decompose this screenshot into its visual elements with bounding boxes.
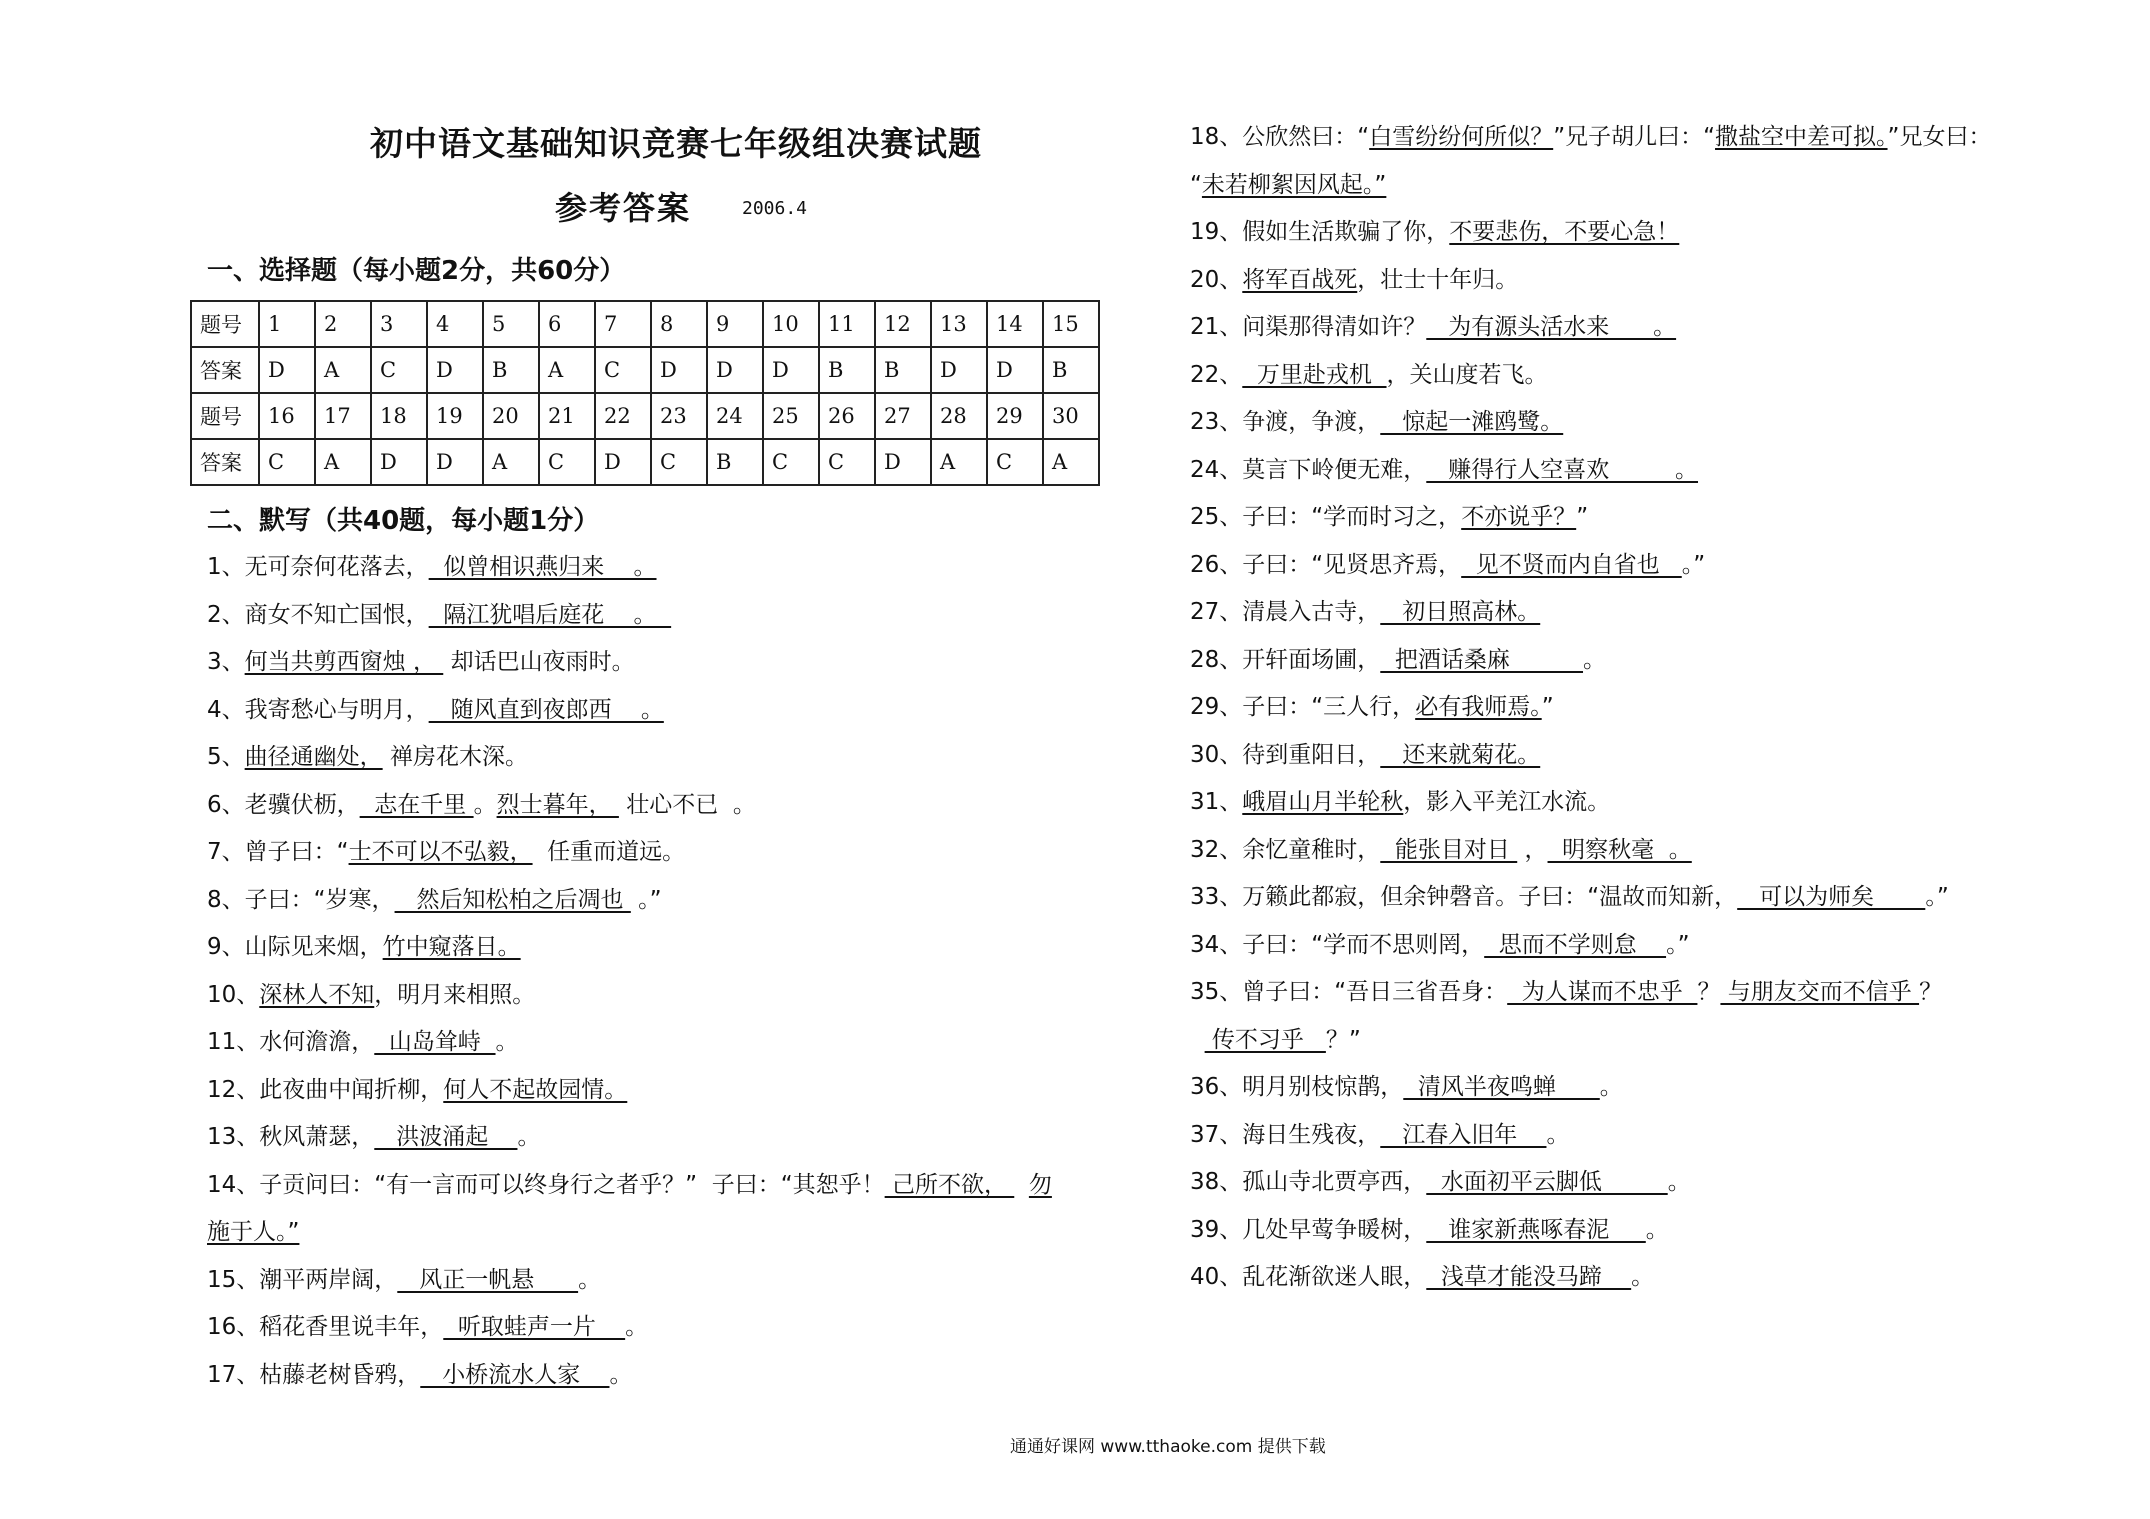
answer-fill: 山岛耸峙 (374, 1029, 496, 1055)
answer-line (1190, 787, 1610, 817)
answer-fill: 还来就菊花。 (1380, 741, 1541, 768)
answer-cell: C (819, 439, 875, 485)
question-number-cell: 21 (539, 393, 595, 439)
answer-fill: 谁家新燕啄春泥 (1426, 1216, 1646, 1243)
answer-line (207, 552, 657, 582)
question-number-cell: 15 (1043, 301, 1099, 347)
answer-cell: B (707, 439, 763, 485)
question-number-cell: 25 (763, 393, 819, 439)
question-number-cell: 12 (875, 301, 931, 347)
answer-fill: 与朋友交而不信乎 (1720, 979, 1920, 1005)
prompt-text: 3、 (207, 649, 245, 675)
answer-line (207, 932, 521, 962)
prompt-text: 12、此夜曲中闻折柳， (207, 1076, 444, 1103)
prompt-text: ”兄女曰： (1887, 124, 1992, 150)
answer-fill: 撒盐空中差可拟。 (1715, 124, 1888, 150)
prompt-text: 16、稻花香里说丰年， (207, 1314, 444, 1340)
answer-fill: 为人谋而不忠乎 (1507, 979, 1698, 1005)
prompt-text: 28、开轩面场圃， (1190, 646, 1381, 673)
answer-line (207, 790, 756, 820)
answer-cell: D (987, 347, 1043, 393)
answer-fill: 小桥流水人家 (420, 1361, 610, 1388)
prompt-text: 。” (630, 886, 662, 913)
answer-fill: 不要悲伤，不要心急！ (1449, 219, 1680, 245)
answer-cell: A (315, 347, 371, 393)
prompt-text: 7、曾子曰：“ (207, 839, 349, 865)
answer-cell: A (931, 439, 987, 485)
question-number-cell: 27 (875, 393, 931, 439)
answer-cell: C (987, 439, 1043, 485)
prompt-text: ， (1517, 836, 1548, 863)
answer-line (1190, 502, 1588, 532)
prompt-text: ？” (1325, 1026, 1361, 1053)
answer-line (1190, 170, 1386, 200)
prompt-text: 33、万籁此都寂，但余钟磬音。子曰：“温故而知新， (1190, 884, 1738, 910)
answer-fill: 万里赴戎机 (1242, 361, 1387, 388)
answer-line (1190, 740, 1540, 770)
answer-cell: D (931, 347, 987, 393)
prompt-text: ，壮士十年归。 (1357, 266, 1519, 293)
question-number-cell: 4 (427, 301, 483, 347)
prompt-text: 38、孤山寺北贾亭西， (1190, 1169, 1427, 1195)
prompt-text: 。 (495, 1029, 519, 1055)
answer-fill: 何当共剪西窗烛 ， (244, 649, 444, 675)
answer-line (207, 647, 635, 677)
prompt-text: 壮心不已 。 (618, 791, 756, 818)
question-number-cell: 3 (371, 301, 427, 347)
answer-fill: 曲径通幽处， (244, 744, 383, 770)
prompt-text: 。 (1631, 1264, 1655, 1290)
answer-fill: 必有我师焉。 (1415, 694, 1542, 720)
prompt-text (1190, 1027, 1205, 1053)
question-number-cell: 17 (315, 393, 371, 439)
answer-fill: 洪波涌起 (374, 1124, 518, 1150)
answer-fill: 隔江犹唱后庭花 。 (428, 601, 672, 628)
prompt-text: 36、明月别枝惊鹊， (1190, 1074, 1404, 1100)
answer-cell: C (651, 439, 707, 485)
question-number-cell: 14 (987, 301, 1043, 347)
answer-fill: 峨眉山月半轮秋 (1242, 789, 1404, 815)
answer-fill: 风正一帆悬 (397, 1266, 579, 1293)
answer-cell: B (875, 347, 931, 393)
table-row-numbers-2 (191, 393, 1099, 439)
answer-line (1190, 882, 1949, 912)
section2-heading: 二、默写（共40题，每小题1分） (207, 506, 600, 536)
question-number-cell: 18 (371, 393, 427, 439)
prompt-text: 任重而道远。 (532, 839, 686, 865)
row-label-number: 题号 (191, 301, 259, 347)
answer-fill: 思而不学则怠 (1484, 931, 1667, 958)
prompt-text: 40、乱花渐欲迷人眼， (1190, 1264, 1427, 1290)
answer-fill: 烈士暮年， (496, 791, 619, 818)
prompt-text: 18、公欣然曰：“ (1190, 124, 1370, 150)
answer-fill: 似曾相识燕归来 。 (428, 554, 657, 580)
answer-cell: B (819, 347, 875, 393)
row-label-answer: 答案 (191, 347, 259, 393)
answer-line (207, 1027, 519, 1057)
answer-line (207, 1217, 299, 1247)
answer-line (207, 695, 664, 725)
prompt-text: 6、老骥伏枥， (207, 791, 360, 818)
answer-line (1190, 550, 1705, 580)
prompt-text: 23、争渡，争渡， (1190, 409, 1381, 435)
prompt-text: ？ (1919, 979, 1943, 1005)
prompt-text: 2、商女不知亡国恨， (207, 601, 429, 628)
prompt-text: ，明月来相照。 (374, 981, 536, 1008)
answer-fill: 未若柳絮因风起。” (1201, 171, 1387, 198)
prompt-text: 禅房花木深。 (382, 744, 528, 770)
question-number-cell: 5 (483, 301, 539, 347)
prompt-text: 25、子曰：“学而时习之， (1190, 504, 1462, 530)
answer-cell: D (427, 439, 483, 485)
prompt-text: 31、 (1190, 789, 1243, 815)
prompt-text: 。 (578, 1266, 602, 1293)
answer-fill: 明察秋毫 。 (1547, 836, 1692, 863)
answer-line (1190, 1025, 1361, 1055)
prompt-text: 。” (1925, 884, 1949, 910)
answer-fill: 将军百战死 (1242, 266, 1358, 293)
answer-fill: 可以为师矣 (1737, 884, 1926, 910)
footer-credit: 通通好课网 www.tthaoke.com 提供下载 (1010, 1437, 1326, 1457)
question-number-cell: 22 (595, 393, 651, 439)
prompt-text: 。 (1645, 1216, 1669, 1243)
answer-fill: 志在千里 (359, 791, 474, 818)
prompt-text: 19、假如生活欺骗了你， (1190, 219, 1450, 245)
prompt-text: 24、莫言下岭便无难， (1190, 456, 1427, 483)
answer-line (207, 600, 671, 630)
answer-fill: 何人不起故园情。 (443, 1076, 628, 1103)
answer-line (1190, 1120, 1569, 1150)
answer-fill: 赚得行人空喜欢 。 (1426, 456, 1699, 483)
prompt-text: 。 (625, 1314, 649, 1340)
answer-cell: D (595, 439, 651, 485)
answer-line (1190, 1262, 1654, 1292)
answer-fill: 清风半夜鸣蝉 (1403, 1074, 1600, 1100)
answer-fill: 见不贤而内自省也 (1461, 551, 1682, 578)
table-row-answers-1 (191, 347, 1099, 393)
page-subtitle: 参考答案 (555, 189, 692, 227)
question-number-cell: 8 (651, 301, 707, 347)
question-number-cell: 11 (819, 301, 875, 347)
prompt-text: 8、子曰：“岁寒， (207, 886, 395, 913)
question-number-cell: 30 (1043, 393, 1099, 439)
answer-line (1190, 930, 1689, 960)
question-number-cell: 23 (651, 393, 707, 439)
answer-cell: D (259, 347, 315, 393)
answer-cell: D (875, 439, 931, 485)
row-label-answer: 答案 (191, 439, 259, 485)
answer-cell: D (371, 439, 427, 485)
answer-line (207, 980, 535, 1010)
answer-cell: C (371, 347, 427, 393)
answer-fill: 深林人不知 (259, 981, 375, 1008)
answer-fill: 然后知松柏之后凋也 (394, 886, 631, 913)
answer-fill: 施于人。” (207, 1219, 300, 1245)
answer-cell: A (315, 439, 371, 485)
question-number-cell: 26 (819, 393, 875, 439)
prompt-text: 。 (1583, 646, 1607, 673)
question-number-cell: 28 (931, 393, 987, 439)
row-label-number: 题号 (191, 393, 259, 439)
answer-cell: C (763, 439, 819, 485)
prompt-text: 22、 (1190, 361, 1243, 388)
answer-fill: 把酒话桑麻 (1380, 646, 1584, 673)
prompt-text: 。” (1681, 551, 1706, 578)
answer-line (1190, 597, 1540, 627)
answer-line (1190, 312, 1676, 342)
page-title: 初中语文基础知识竞赛七年级组决赛试题 (370, 124, 982, 163)
prompt-text: ” (1541, 694, 1554, 720)
answer-fill: 初日照高林。 (1380, 599, 1541, 625)
answer-cell: A (539, 347, 595, 393)
prompt-text: 。 (609, 1361, 633, 1388)
answer-line (1190, 835, 1692, 865)
answer-line (207, 885, 662, 915)
question-number-cell: 1 (259, 301, 315, 347)
answer-line (1190, 360, 1548, 390)
answer-fill: 白雪纷纷何所似？ (1369, 124, 1554, 150)
answer-table (190, 300, 1100, 486)
prompt-text: 14、子贡问曰：“有一言而可以终身行之者乎？” 子曰：“其恕乎！ (207, 1171, 885, 1198)
answer-fill: 随风直到夜郎西 。 (428, 696, 664, 723)
prompt-text: “ (1190, 171, 1202, 198)
prompt-text: ，关山度若飞。 (1386, 361, 1548, 388)
prompt-text: 29、子曰：“三人行， (1190, 694, 1416, 720)
prompt-text: 5、 (207, 744, 245, 770)
answer-fill: 为有源头活水来 。 (1426, 314, 1677, 340)
question-number-cell: 20 (483, 393, 539, 439)
question-number-cell: 10 (763, 301, 819, 347)
question-number-cell: 9 (707, 301, 763, 347)
prompt-text: 26、子曰：“见贤思齐焉， (1190, 551, 1462, 578)
answer-fill: 竹中窥落日。 (382, 934, 521, 960)
prompt-text: 9、山际见来烟， (207, 934, 383, 960)
prompt-text: 13、秋风萧瑟， (207, 1124, 375, 1150)
answer-cell: D (707, 347, 763, 393)
answer-line (207, 742, 528, 772)
prompt-text: ，影入平羌江水流。 (1403, 789, 1611, 815)
prompt-text: 。” (1666, 931, 1690, 958)
answer-fill: 听取蛙声一片 (443, 1314, 626, 1340)
answer-cell: B (483, 347, 539, 393)
question-number-cell: 13 (931, 301, 987, 347)
answer-cell: D (427, 347, 483, 393)
prompt-text: 11、水何澹澹， (207, 1029, 375, 1055)
prompt-text: ” (1576, 504, 1589, 530)
prompt-text: 20、 (1190, 266, 1243, 293)
question-number-cell: 2 (315, 301, 371, 347)
answer-line (1190, 265, 1518, 295)
answer-cell: C (595, 347, 651, 393)
prompt-text: 17、枯藤老树昏鸦， (207, 1361, 421, 1388)
answer-cell: D (763, 347, 819, 393)
answer-fill: 不亦说乎？ (1461, 504, 1577, 530)
prompt-text: 39、几处早莺争暖树， (1190, 1216, 1427, 1243)
table-row-numbers-1 (191, 301, 1099, 347)
prompt-text: 37、海日生残夜， (1190, 1121, 1381, 1148)
prompt-text: 。 (1546, 1121, 1570, 1148)
answer-line (1190, 217, 1679, 247)
prompt-text: 10、 (207, 981, 260, 1008)
prompt-text: 15、潮平两岸阔， (207, 1266, 398, 1293)
prompt-text: ？ (1697, 979, 1721, 1005)
answer-line (1190, 645, 1606, 675)
answer-line (1190, 407, 1563, 437)
answer-line (1190, 1215, 1669, 1245)
prompt-text: 。 (1667, 1169, 1691, 1195)
prompt-text (1014, 1172, 1029, 1198)
answer-line (1190, 1167, 1691, 1197)
answer-cell: A (1043, 439, 1099, 485)
question-number-cell: 24 (707, 393, 763, 439)
answer-fill: 水面初平云脚低 (1426, 1169, 1668, 1195)
date-label: 2006.4 (742, 198, 808, 219)
answer-line (1190, 455, 1698, 485)
answer-cell: D (651, 347, 707, 393)
prompt-text: 32、余忆童稚时， (1190, 836, 1381, 863)
answer-line (207, 1075, 627, 1105)
question-number-cell: 19 (427, 393, 483, 439)
question-number-cell: 29 (987, 393, 1043, 439)
answer-line (1190, 692, 1554, 722)
prompt-text: 35、曾子曰：“吾日三省吾身： (1190, 979, 1508, 1005)
answer-fill: 惊起一滩鸥鹭。 (1380, 409, 1564, 435)
question-number-cell: 6 (539, 301, 595, 347)
answer-line (207, 1265, 601, 1295)
answer-line (207, 837, 685, 867)
answer-fill: 浅草才能没马蹄 (1426, 1264, 1632, 1290)
answer-fill: 勿 (1028, 1171, 1052, 1198)
answer-fill: 士不可以不弘毅， (348, 839, 533, 865)
answer-line (207, 1122, 540, 1152)
prompt-text: 却话巴山夜雨时。 (443, 649, 635, 675)
question-number-cell: 16 (259, 393, 315, 439)
prompt-text: 。 (473, 791, 497, 818)
section1-heading: 一、选择题（每小题2分，共60分） (207, 256, 626, 286)
prompt-text: 34、子曰：“学而不思则罔， (1190, 931, 1485, 958)
prompt-text: 。 (517, 1124, 541, 1150)
answer-cell: C (259, 439, 315, 485)
answer-line (1190, 977, 1942, 1007)
answer-line (1190, 1072, 1623, 1102)
answer-cell: C (539, 439, 595, 485)
answer-line (207, 1360, 632, 1390)
answer-cell: A (483, 439, 539, 485)
answer-cell: B (1043, 347, 1099, 393)
answer-line (207, 1170, 1052, 1200)
prompt-text: ”兄子胡儿曰：“ (1553, 124, 1716, 150)
prompt-text: 21、问渠那得清如许？ (1190, 314, 1427, 340)
prompt-text: 27、清晨入古寺， (1190, 599, 1381, 625)
prompt-text: 30、待到重阳日， (1190, 741, 1381, 768)
answer-line (207, 1312, 648, 1342)
answer-fill: 江春入旧年 (1380, 1121, 1547, 1148)
prompt-text: 1、无可奈何花落去， (207, 554, 429, 580)
answer-fill: 能张目对日 (1380, 836, 1518, 863)
answer-fill: 己所不欲， (884, 1171, 1015, 1198)
table-row-answers-2 (191, 439, 1099, 485)
prompt-text: 4、我寄愁心与明月， (207, 696, 429, 723)
answer-line (1190, 122, 1991, 152)
prompt-text: 。 (1599, 1074, 1623, 1100)
answer-fill: 传不习乎 (1204, 1026, 1326, 1053)
question-number-cell: 7 (595, 301, 651, 347)
